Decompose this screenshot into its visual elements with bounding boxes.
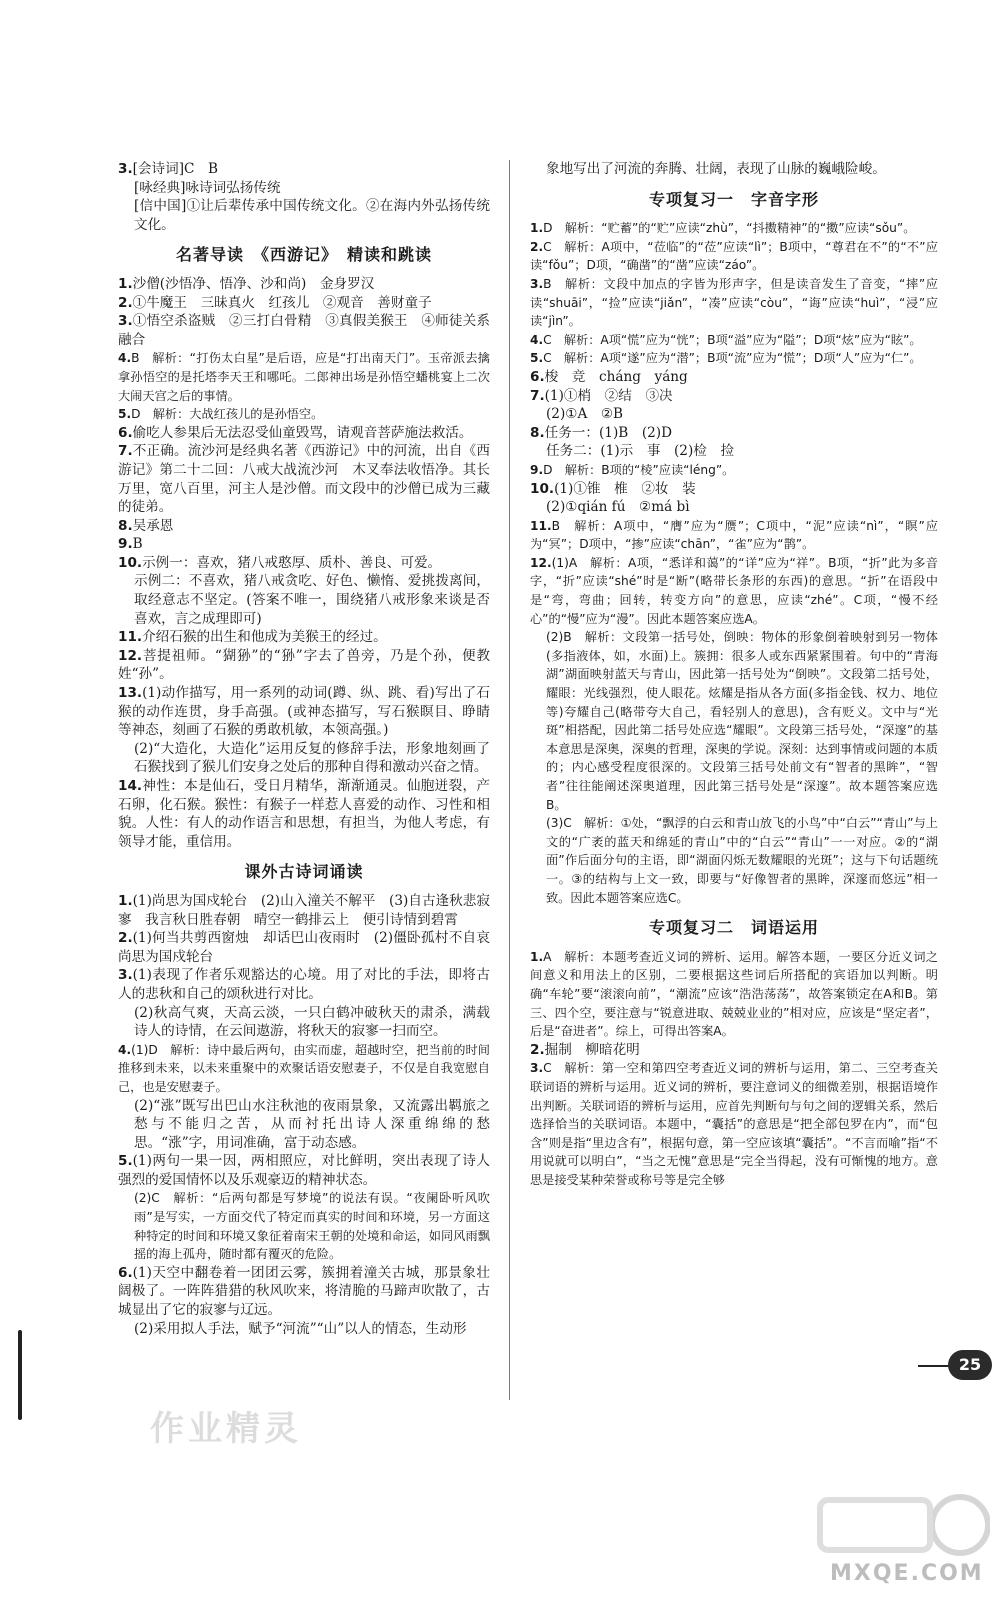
answer-text: 不正确。流沙河是经典名著《西游记》中的河流，出自《西游记》第二十二回：八戒大战流沙河 木叉奉法收悟净。其长万里，宽八百里，河主人是沙僧。而文段中的沙僧已成为三藏的徒弟。	[118, 443, 490, 516]
answer-text: D 解析：大战红孩儿的是孙悟空。	[131, 407, 324, 422]
answer-number: 8.	[530, 424, 545, 441]
answer-number: 4.	[118, 1042, 132, 1057]
answer-item	[530, 480, 938, 499]
answer-item	[118, 424, 490, 443]
answer-number: 2.	[530, 239, 544, 254]
answer-number: 5.	[530, 351, 544, 366]
answer-item	[118, 294, 490, 313]
answer-number: 9.	[530, 462, 544, 477]
answer-text: ①悟空杀盗贼 ②三打白骨精 ③真假美猴王 ④师徒关系融合	[118, 313, 490, 348]
answer-text: C 解析：A项中，“莅临”的“莅”应读“lì”；B项中，“尊君在不”的“不”应读“fǒu”；D项，“确凿”的“凿”应读“záo”。	[530, 239, 938, 273]
answer-item	[118, 405, 490, 424]
answer-subitem: (3)C 解析：①处，“飘浮的白云和青山放飞的小鸟”中“白云”“青山”与上文的“广袤的蓝天和绵延的青山”中的“白云”“青山”一一对应。②的“湖面”作后面分句的主语，即“湖面闪烁无数耀眼的光斑”；这与下句话题统一。③的结构与上文一致，即要与“好像智者的黑眸，深邃而悠远”相一致。因此本题答案应选C。	[546, 816, 938, 905]
answer-item	[530, 424, 938, 443]
answer-number: 4.	[118, 351, 132, 366]
section-title: 名著导读 《西游记》 精读和跳读	[175, 245, 432, 265]
left-column	[118, 160, 504, 1338]
answer-number: 11.	[118, 629, 143, 646]
answer-item	[118, 647, 490, 684]
answer-text: 梭 竞 cháng yáng	[544, 368, 688, 385]
answer-number: 3.	[530, 1061, 544, 1076]
answer-number: 10.	[118, 554, 143, 571]
watermark-bottom: 作业精灵	[150, 1409, 302, 1449]
answer-text: C 解析：A项“遂”应为“潜”；B项“流”应为“慌”；D项“人”应为“仁”。	[543, 351, 922, 366]
answer-text: 菩提祖师。“猢狲”的“狲”字去了兽旁，乃是个孙，便教姓“孙”。	[118, 647, 490, 683]
answer-number: 4.	[530, 332, 544, 347]
answer-item	[530, 238, 938, 275]
answer-text: 沙僧(沙悟净、悟净、沙和尚) 金身罗汉	[132, 275, 375, 292]
answer-subitem: 象地写出了河流的奔腾、壮阔，表现了山脉的巍峨险峻。	[546, 161, 886, 177]
answer-item	[118, 1152, 490, 1189]
answer-text: 吴承恩	[132, 517, 174, 534]
answer-number: 1.	[530, 949, 544, 964]
answer-text: 掘制 柳暗花明	[544, 1041, 640, 1058]
answer-item	[118, 160, 490, 179]
answer-text: B 解析：文段中加点的字皆为形声字，但是读音发生了音变，“摔”应读“shuāi”，“捡”应读“jiǎn”，“凑”应读“còu”，“诲”应读“huì”，“浸”应读“jìn”。	[530, 276, 938, 329]
page-number: 25	[948, 1350, 992, 1380]
answer-number: 2.	[118, 930, 133, 947]
answer-item	[530, 387, 938, 406]
answer-item	[118, 535, 490, 554]
answer-text: (1)尚思为国戍轮台 (2)山入潼关不解平 (3)自古逢秋悲寂寥 我言秋日胜春朝 晴空一鹤排云上 便引诗情到碧霄	[118, 892, 490, 928]
section-title: 专项复习二 词语运用	[648, 918, 819, 938]
answer-item	[530, 275, 938, 331]
answer-item	[530, 517, 938, 554]
answer-text: (1)动作描写，用一系列的动词(蹲、纵、跳、看)写出了石猴的动作连贯，身手高强。(或神态描写，写石猴瞑目、睁睛等神态，刻画了石猴的勇敢机敏，本领高强。)	[118, 685, 490, 739]
answer-text: (1)表现了作者乐观豁达的心境。用了对比的手法，即将古人的悲秋和自己的颂秋进行对比。	[118, 967, 490, 1002]
answer-number: 5.	[118, 1153, 133, 1170]
section-title: 课外古诗词诵读	[244, 862, 364, 882]
answer-text: (1)A 解析：A项，“悉详和蔼”的“详”应为“祥”。B项，“折”此为多音字，“折”应读“shé”时是“断”(略带长条形的东西)的意思。“折”在语段中是“弯，弯曲；回转，转变方向”的意思，应读“zhé”。C项，“慢不经心”的“慢”应为“漫”。因此本题答案应选A。	[530, 555, 938, 626]
answer-subitem: (2)C 解析：“后两句都是写梦境”的说法有误。“夜阑卧听风吹雨”是写实，一方面交代了特定而真实的时间和环境，另一方面这种特定的时间和环境又象征着南宋王朝的处境和命运，如同风雨飘摇的海上孤舟，随时都有覆灭的危险。	[134, 1191, 490, 1262]
answer-text: (1)①锥 椎 ②妆 装	[554, 480, 696, 497]
answer-text: 偷吃人参果后无法忍受仙童毁骂，请观音菩萨施法救活。	[132, 424, 473, 441]
answer-text: D 解析：B项的“棱”应读“léng”。	[543, 462, 735, 477]
answer-item	[530, 349, 938, 368]
answer-item	[118, 275, 490, 294]
answer-text: C 解析：第一空和第四空考查近义词的辨析与运用，第二、三空考查关联词语的辨析与运用。近义词的辨析，要注意词义的细微差别，根据语境作出判断。关联词语的辨析与运用，应首先判断句与句之间的逻辑关系，然后选择恰当的关联词语。本题中，“囊括”的意思是“把全部包罗在内”，而“包含”则是指“里边含有”，根据句意，第一空应该填“囊括”。“不言而喻”指“不用说就可以明白”，“当之无愧”意思是“完全当得起，没有可惭愧的地方。意思是接受某种荣誉或称号等是完全够	[530, 1061, 938, 1187]
answer-item	[530, 368, 938, 387]
answer-item	[530, 554, 938, 628]
answer-number: 3.	[118, 161, 133, 177]
answer-item	[530, 948, 938, 1041]
answer-item	[118, 777, 490, 851]
answer-subitem: [咏经典]咏诗词弘扬传统	[134, 179, 281, 196]
answer-number: 10.	[530, 480, 555, 497]
answer-number: 12.	[530, 555, 552, 570]
answer-item	[118, 312, 490, 349]
answer-subitem: 示例二：不喜欢，猪八戒贪吃、好色、懒惰、爱挑拨离间，取经意志不坚定。(答案不唯一，围绕猪八戒形象来谈是否喜欢，言之成理即可)	[134, 573, 490, 627]
answer-text: ①牛魔王 三昧真火 红孩儿 ②观音 善财童子	[132, 294, 432, 311]
answer-subitem: [信中国]①让后辈传承中国传统文化。②在海内外弘扬传统文化。	[134, 198, 490, 233]
answer-number: 9.	[118, 536, 133, 553]
answer-text: A 解析：本题考查近义词的辨析、运用。解答本题，一要区分近义词之间意义和用法上的区别，二要根据这些词后所搭配的宾语加以判断。明确“车轮”要“滚滚向前”，“潮流”应该“浩浩荡荡”，故答案锁定在A和B。第三、四个空，要注意与“锐意进取、兢兢业业的”相对应，应该是“坚定者”，后是“奋进者”。综上，可得出答案A。	[530, 949, 938, 1039]
answer-text: 神性：本是仙石，受日月精华，渐渐通灵。仙胞迸裂，产石卵，化石猴。猴性：有猴子一样惹人喜爱的动作、习性和相貌。人性：有人的动作语言和思想，有担当，为他人考虑，有领导才能，重信用。	[118, 778, 490, 850]
answer-subitem: (2)采用拟人手法，赋予“河流”“山”以人的情态，生动形	[134, 1320, 467, 1337]
answer-number: 11.	[530, 518, 552, 533]
answer-number: 6.	[530, 368, 545, 385]
answer-text: C 解析：A项“慌”应为“恍”；B项“溢”应为“隘”；D项“炫”应为“眩”。	[543, 332, 922, 347]
answer-number: 1.	[118, 275, 133, 292]
answer-number: 6.	[118, 1264, 133, 1281]
answer-item	[118, 1041, 490, 1097]
answer-item	[118, 966, 490, 1003]
answer-number: 3.	[530, 276, 544, 291]
answer-number: 6.	[118, 424, 133, 441]
answer-item	[118, 684, 490, 740]
answer-text: D 解析：“贮蓄”的“贮”应读“zhù”，“抖擞精神”的“擞”应读“sǒu”。	[543, 221, 916, 236]
page-edge-shadow	[18, 1330, 22, 1420]
answer-text: B 解析：“打伤太白星”是后语，应是“打出南天门”。玉帝派去擒拿孙悟空的是托塔李天王和哪吒。二郎神出场是孙悟空蟠桃宴上二次大闹天宫之后的事情。	[118, 351, 490, 403]
answer-text: (1)天空中翻卷着一团团云雾，簇拥着潼关古城，那景象壮阔极了。一阵阵猎猎的秋风吹来，将清脆的马蹄声吹散了，古城显出了它的寂寥与辽远。	[118, 1264, 490, 1319]
answer-subitem: (2)①A ②B	[546, 406, 624, 423]
answer-subitem: (2)①qián fú ②má bì	[546, 499, 690, 516]
answer-subitem: (2)“大造化，大造化”运用反复的修辞手法，形象地刻画了石猴找到了猴儿们安身之处后的那种自得和激动兴奋之情。	[134, 740, 490, 776]
answer-number: 1.	[118, 892, 133, 909]
answer-subitem: (2)“涨”既写出巴山水注秋池的夜雨景象，又流露出羁旅之愁与不能归之苦，从而衬托出诗人深重绵绵的愁思。“涨”字，用词准确，富于动态感。	[134, 1097, 490, 1151]
answer-item	[118, 554, 490, 573]
answer-number: 12.	[118, 647, 143, 664]
answer-number: 13.	[118, 685, 143, 702]
answer-subitem: 任务二：(1)示 事 (2)检 捡	[546, 443, 735, 460]
page-number-line	[918, 1365, 950, 1367]
answer-number: 1.	[530, 221, 544, 236]
answer-text: [会诗词]C B	[132, 161, 218, 177]
answer-item	[118, 929, 504, 966]
answer-subitem: (2)B 解析：文段第一括号处，倒映：物体的形象倒着映射到另一物体(多指液体，如，水面)上。簇拥：很多人或东西紧紧围着。句中的“青海湖”湖面映射蓝天与青山，因此第一括号处为“倒映”。文段第二括号处，耀眼：光线强烈，使人眼花。炫耀是指从各方面(多指金钱、权力、地位等)夸耀自己(略带夸大自己，看轻别人的意思)，含有贬义。文中与“光斑”相搭配，因此第二括号处应选“耀眼”。文段第三括号处，“深邃”的基本意思是深奥，深奥的哲理，深奥的学说。深刻：达到事情或问题的本质的；内心感受程度很深的。文段第三括号处前文有“智者的黑眸”，“智者”往往能阐述深奥道理，因此第三括号处是“深邃”。故本题答案应选B。	[546, 630, 938, 812]
right-column	[530, 160, 938, 1189]
answer-number: 3.	[118, 313, 133, 330]
answer-number: 8.	[118, 517, 133, 534]
answer-text: B	[132, 536, 143, 553]
answer-item	[118, 349, 490, 405]
answer-item	[118, 628, 490, 647]
answer-item	[530, 461, 938, 480]
answer-item	[118, 892, 490, 929]
answer-item	[118, 442, 490, 516]
answer-text: 任务一：(1)B (2)D	[544, 424, 672, 441]
answer-number: 7.	[118, 443, 133, 460]
answer-subitem: (2)秋高气爽，天高云淡，一只白鹤冲破秋天的肃杀，满载诗人的诗情，在云间遨游，将秋天的寂寥一扫而空。	[134, 1004, 490, 1040]
answer-text: (1)①梢 ②结 ③决	[544, 387, 673, 404]
answer-text: B 解析：A项中，“膺”应为“赝”；C项中，“泥”应读“nì”，“瞑”应为“冥”；D项中，“掺”应读“chān”，“雀”应为“鹊”。	[530, 518, 938, 552]
answer-item	[530, 1059, 938, 1189]
answer-item	[118, 1264, 490, 1320]
answer-text: (1)两句一果一因，两相照应，对比鲜明，突出表现了诗人强烈的爱国情怀以及乐观豪迈的精神状态。	[118, 1153, 490, 1188]
answer-item	[118, 517, 490, 536]
answer-item	[530, 331, 938, 350]
answer-number: 14.	[118, 778, 143, 794]
answer-item	[530, 219, 938, 238]
answer-number: 3.	[118, 967, 133, 984]
answer-item	[530, 1041, 938, 1060]
answer-text: (1)何当共剪西窗烛 却话巴山夜雨时 (2)僵卧孤村不自哀 尚思为国戍轮台	[118, 930, 504, 965]
watermark-site: MXQE.COM	[830, 1561, 984, 1586]
section-title: 专项复习一 字音字形	[648, 189, 819, 209]
answer-text: 介绍石猴的出生和他成为美猴王的经过。	[142, 629, 387, 646]
answer-text: (1)D 解析：诗中最后两句，由实而虚，超越时空，把当前的时间推移到未来，以未来重聚中的欢聚话语安慰妻子，不仅是自我宽慰自己，也是安慰妻子。	[118, 1042, 490, 1094]
answer-number: 2.	[530, 1041, 545, 1058]
answer-number: 2.	[118, 294, 133, 311]
answer-text: 示例一：喜欢，猪八戒憨厚、质朴、善良、可爱。	[142, 554, 442, 571]
answer-number: 7.	[530, 387, 545, 404]
column-divider	[509, 160, 510, 1400]
answer-number: 5.	[118, 407, 132, 422]
